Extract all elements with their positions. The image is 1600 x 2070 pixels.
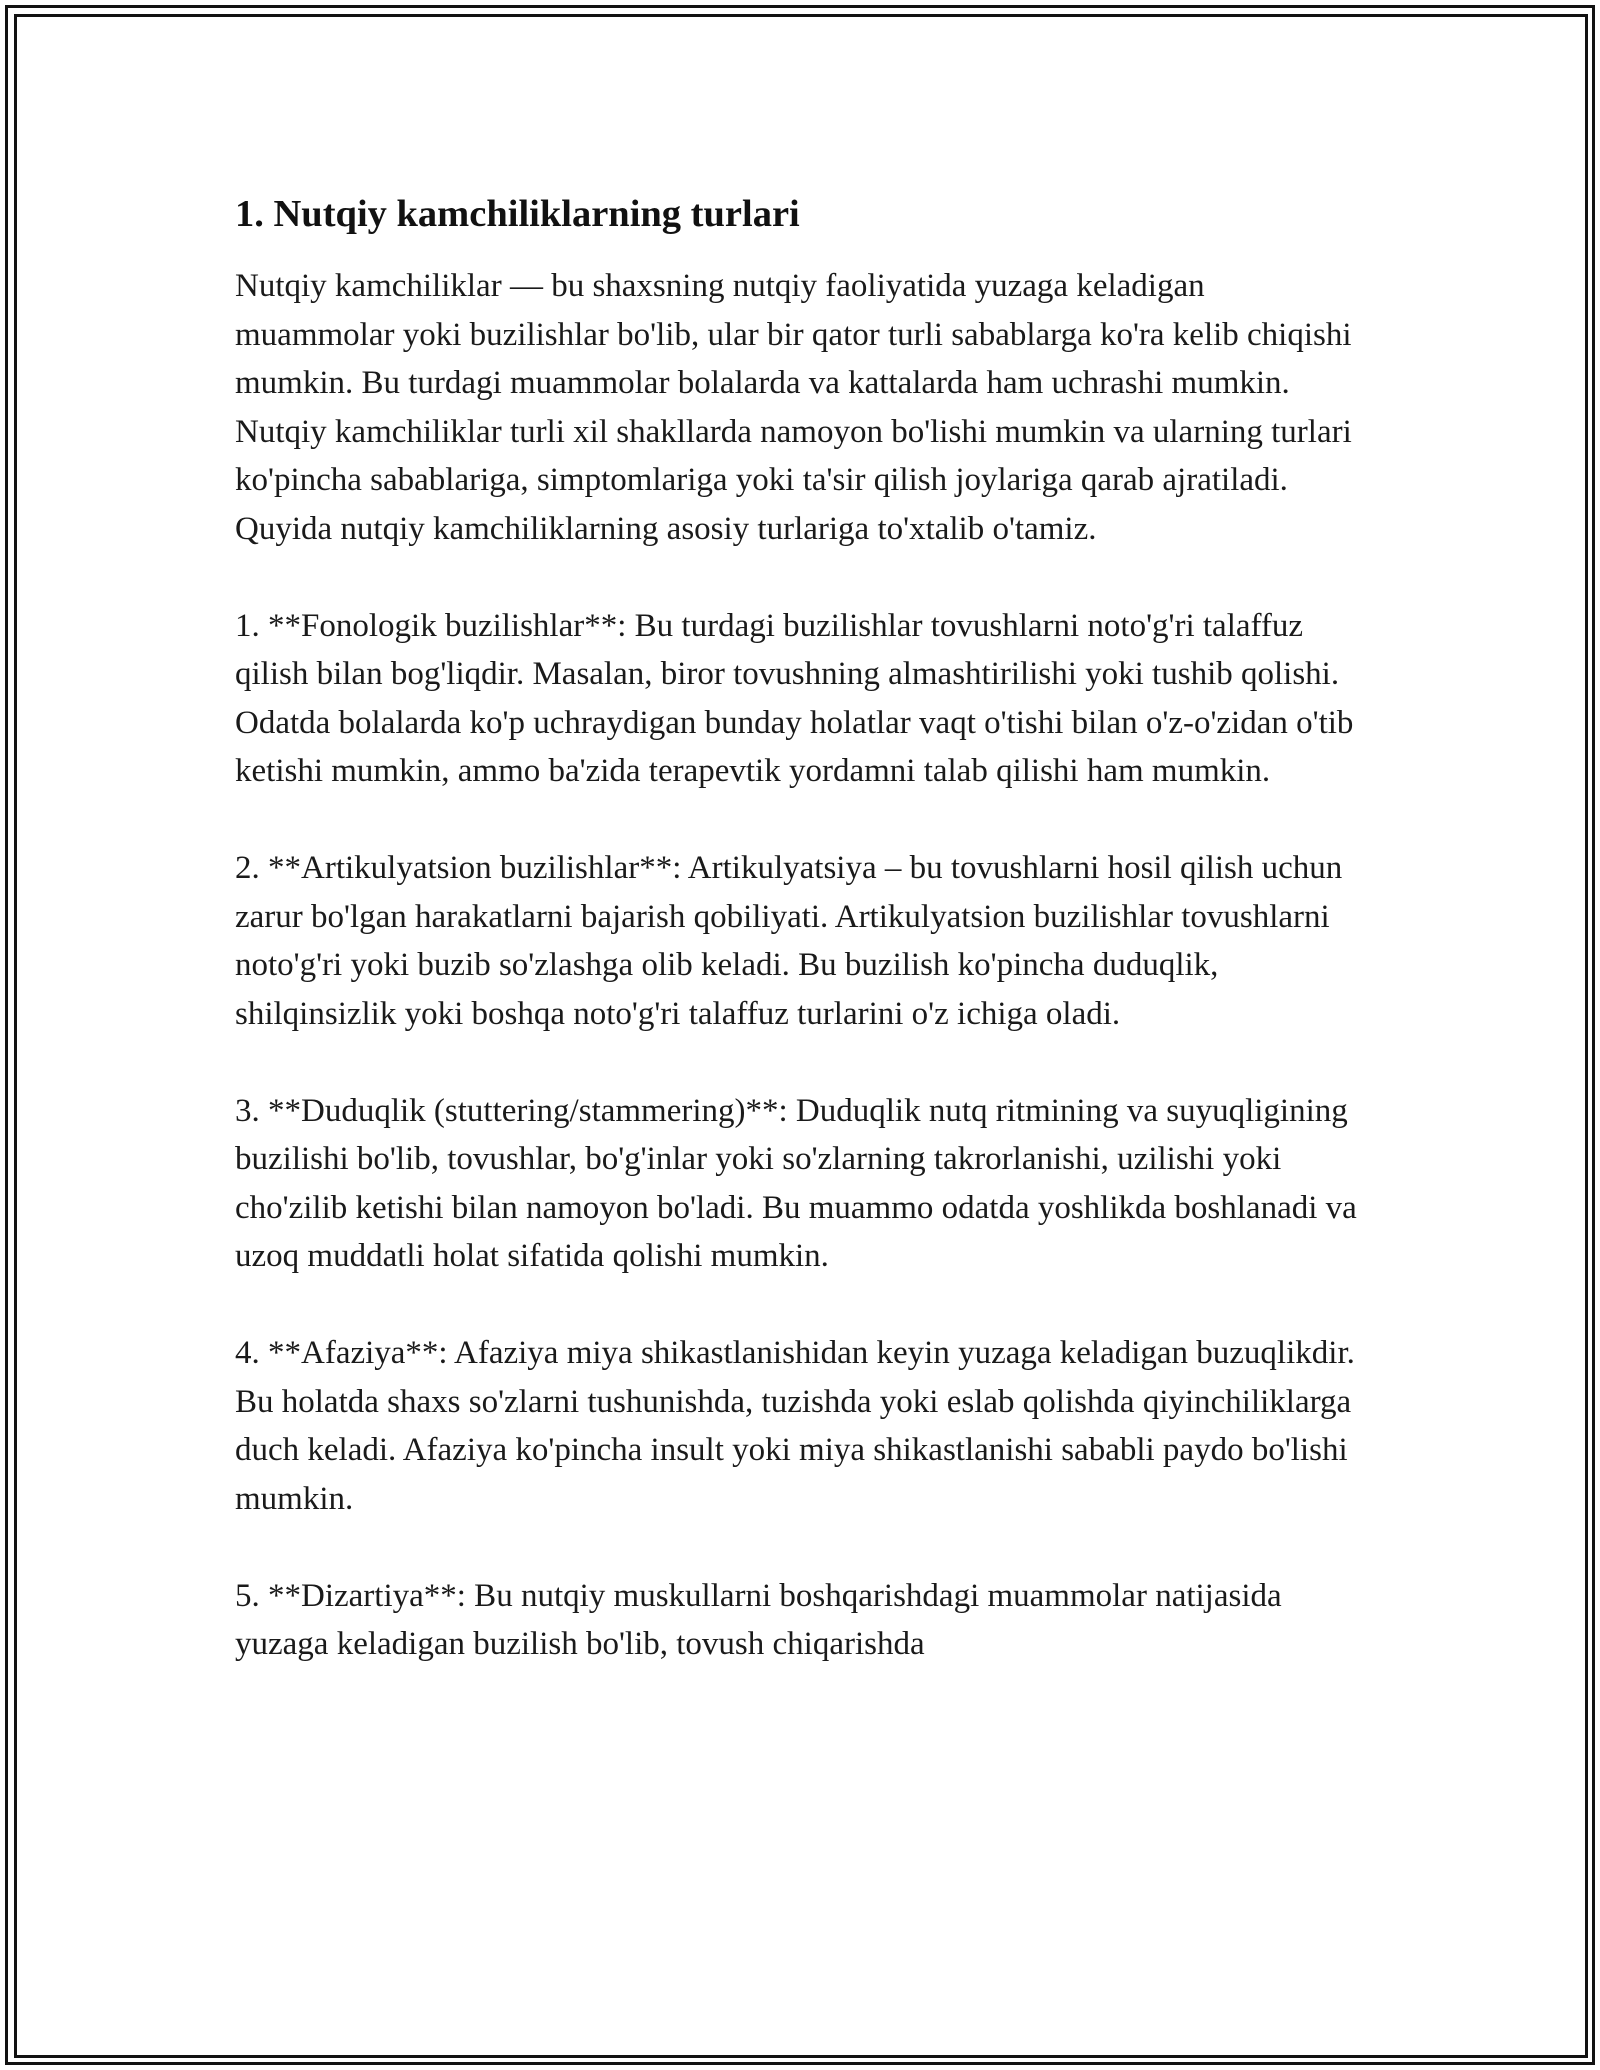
list-item-duduqlik: 3. **Duduqlik (stuttering/stammering)**: Duduqlik nutq ritmining va suyuqligining buzilishi bo'lib, tovushlar, bo'g'inlar yoki so'zlarning takrorlanishi, uzilishi yoki cho'zilib ketishi bilan namoyon bo'ladi. Bu muammo odatda yoshlikda boshlanadi va uzoq muddatli holat sifatida qolishi mumkin. bbox=[235, 1092, 1357, 1274]
list-item-dizartiya: 5. **Dizartiya**: Bu nutqiy muskullarni boshqarishdagi muammolar natijasida yuzaga keladigan buzilish bo'lib, tovush chiqarishda bbox=[235, 1577, 1282, 1662]
document-body bbox=[235, 188, 1365, 1669]
intro-paragraph: Nutqiy kamchiliklar — bu shaxsning nutqiy faoliyatida yuzaga keladigan muammolar yoki buzilishlar bo'lib, ular bir qator turli sabablarga ko'ra kelib chiqishi mumkin. Bu turdagi muammolar bolalarda va kattalarda ham uchrashi mumkin. Nutqiy kamchiliklar turli xil shakllarda namoyon bo'lishi mumkin va ularning turlari ko'pincha sabablariga, simptomlariga yoki ta'sir qilish joylariga qarab ajratiladi. Quyida nutqiy kamchiliklarning asosiy turlariga to'xtalib o'tamiz. bbox=[235, 268, 1352, 547]
list-item-artikulyatsion: 2. **Artikulyatsion buzilishlar**: Artikulyatsiya – bu tovushlarni hosil qilish uchun zarur bo'lgan harakatlarni bajarish qobiliyati. Artikulyatsion buzilishlar tovushlarni noto'g'ri yoki buzib so'zlashga olib keladi. Bu buzilish ko'pincha duduqlik, shilqinsizlik yoki boshqa noto'g'ri talaffuz turlarini o'z ichiga oladi. bbox=[235, 850, 1343, 1032]
list-item-afaziya: 4. **Afaziya**: Afaziya miya shikastlanishidan keyin yuzaga keladigan buzuqlikdir. Bu holatda shaxs so'zlarni tushunishda, tuzishda yoki eslab qolishda qiyinchiliklarga duch keladi. Afaziya ko'pincha insult yoki miya shikastlanishi sababli paydo bo'lishi mumkin. bbox=[235, 1335, 1355, 1517]
list-item-fonologik: 1. **Fonologik buzilishlar**: Bu turdagi buzilishlar tovushlarni noto'g'ri talaffuz qilish bilan bog'liqdir. Masalan, biror tovushning almashtirilishi yoki tushib qolishi. Odatda bolalarda ko'p uchraydigan bunday holatlar vaqt o'tishi bilan o'z-o'zidan o'tib ketishi mumkin, ammo ba'zida terapevtik yordamni talab qilishi ham mumkin. bbox=[235, 607, 1354, 789]
section-heading: 1. Nutqiy kamchiliklarning turlari bbox=[235, 193, 800, 235]
